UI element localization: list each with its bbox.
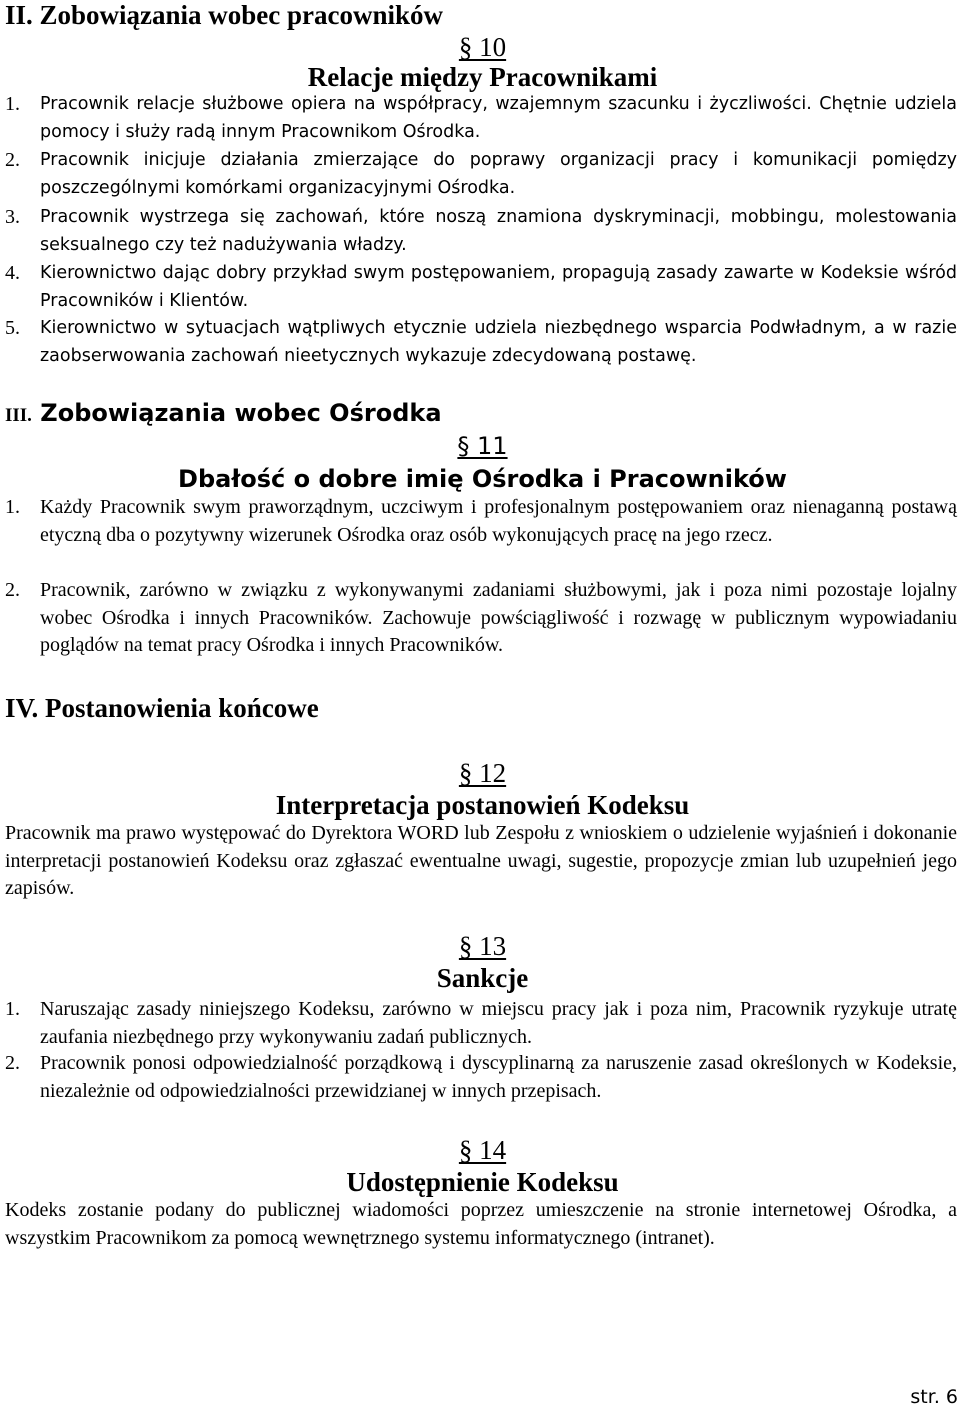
paragraph-title-10: Relacje między Pracownikami [307,62,658,92]
item-number: 2. [5,1052,20,1074]
section-title-iv: IV. Postanowienia końcowe [5,693,319,723]
section-roman-numeral: III. [5,405,32,426]
list-item [5,315,957,370]
section-title-text: Zobowiązania wobec Ośrodka [40,399,442,427]
item-number: 1. [5,998,20,1020]
item-text: Pracownik ponosi odpowiedzialność porządkową i dyscyplinarną za naruszenie zasad określonych w Kodeksie, niezależnie od odpowiedzialności przewidzianej w innych przepisach. [40,1052,957,1102]
item-text: Pracownik relacje służbowe opiera na współpracy, wzajemnym szacunku i życzliwości. Chętnie udziela pomocy i służy radą innym Pracownikom Ośrodka. [40,94,957,142]
list-item [5,1050,957,1105]
item-number: 2. [5,149,20,171]
paragraph-sign-13 [5,931,960,961]
item-text: Kierownictwo dając dobry przykład swym postępowaniem, propagują zasady zawarte w Kodeksie wśród Pracowników i Klientów. [40,263,957,311]
paragraph-text-12: Pracownik ma prawo występować do Dyrektora WORD lub Zespołu z wnioskiem o udzielenie wyjaśnień i dokonanie interpretacji postanowień Kodeksu oraz zgłaszać ewentualne uwagi, sugestie, propozycje zmian lub uzupełnień jego zapisów. [5,822,957,899]
item-number: 2. [5,579,20,601]
list-item [5,91,957,146]
paragraph-title-11: Dbałość o dobre imię Ośrodka i Pracowników [178,465,787,493]
paragraph-number: § 11 [457,432,508,460]
item-number: 1. [5,496,20,518]
list-item [5,577,957,660]
list-item [5,260,957,315]
page-number: str. 6 [910,1386,958,1408]
paragraph-sign-10 [5,32,960,62]
list-item [5,494,957,549]
paragraph-sign-14 [5,1135,960,1165]
item-text: Pracownik, zarówno w związku z wykonywanymi zadaniami służbowymi, jak i poza nimi pozostaje lojalny wobec Ośrodka i innych Pracowników. Zachowuje powściągliwość i rozwagę w publicznym wypowiadaniu poglądów na temat pracy Ośrodka i innych Pracowników. [40,579,957,656]
paragraph-title-12: Interpretacja postanowień Kodeksu [275,790,690,820]
paragraph-number: § 13 [458,931,507,961]
item-number: 1. [5,93,20,115]
list-item [5,996,957,1051]
paragraph-number: § 10 [458,32,507,62]
paragraph-title-13: Sankcje [436,963,529,993]
item-text: Kierownictwo w sytuacjach wątpliwych etycznie udziela niezbędnego wsparcia Podwładnym, a w razie zaobserwowania zachowań nieetycznych wykazuje zdecydowaną postawę. [40,318,957,366]
item-text: Naruszając zasady niniejszego Kodeksu, zarówno w miejscu pracy jak i poza nim, Pracownik ryzykuje utratę zaufania niezbędnego przy wykonywaniu zadań publicznych. [40,998,957,1048]
list-item [5,204,957,259]
item-number: 4. [5,262,20,284]
paragraph-sign-12 [5,758,960,788]
item-text: Każdy Pracownik swym praworządnym, uczciwym i profesjonalnym postępowaniem oraz nienaganną postawą etyczną dba o pozytywny wizerunek Ośrodka oraz osób wykonujących pracę na jego rzecz. [40,496,957,546]
paragraph-title-14: Udostępnienie Kodeksu [346,1167,619,1197]
section-title-ii: II. Zobowiązania wobec pracowników [5,0,444,30]
paragraph-sign-11 [5,431,960,461]
paragraph-number: § 14 [458,1135,507,1165]
item-text: Pracownik wystrzega się zachowań, które noszą znamiona dyskryminacji, mobbingu, molestowania seksualnego czy też nadużywania władzy. [40,207,957,255]
list-item [5,147,957,202]
item-number: 5. [5,317,20,339]
paragraph-text-14: Kodeks zostanie podany do publicznej wiadomości poprzez umieszczenie na stronie internetowej Ośrodka, a wszystkim Pracownikom za pomocą wewnętrznego systemu informatycznego (intranet). [5,1199,957,1249]
item-number: 3. [5,206,20,228]
section-title-iii [5,398,442,431]
item-text: Pracownik inicjuje działania zmierzające do poprawy organizacji pracy i komunikacji pomiędzy poszczególnymi komórkami organizacyjnymi Ośrodka. [40,150,957,198]
paragraph-number: § 12 [458,758,507,788]
